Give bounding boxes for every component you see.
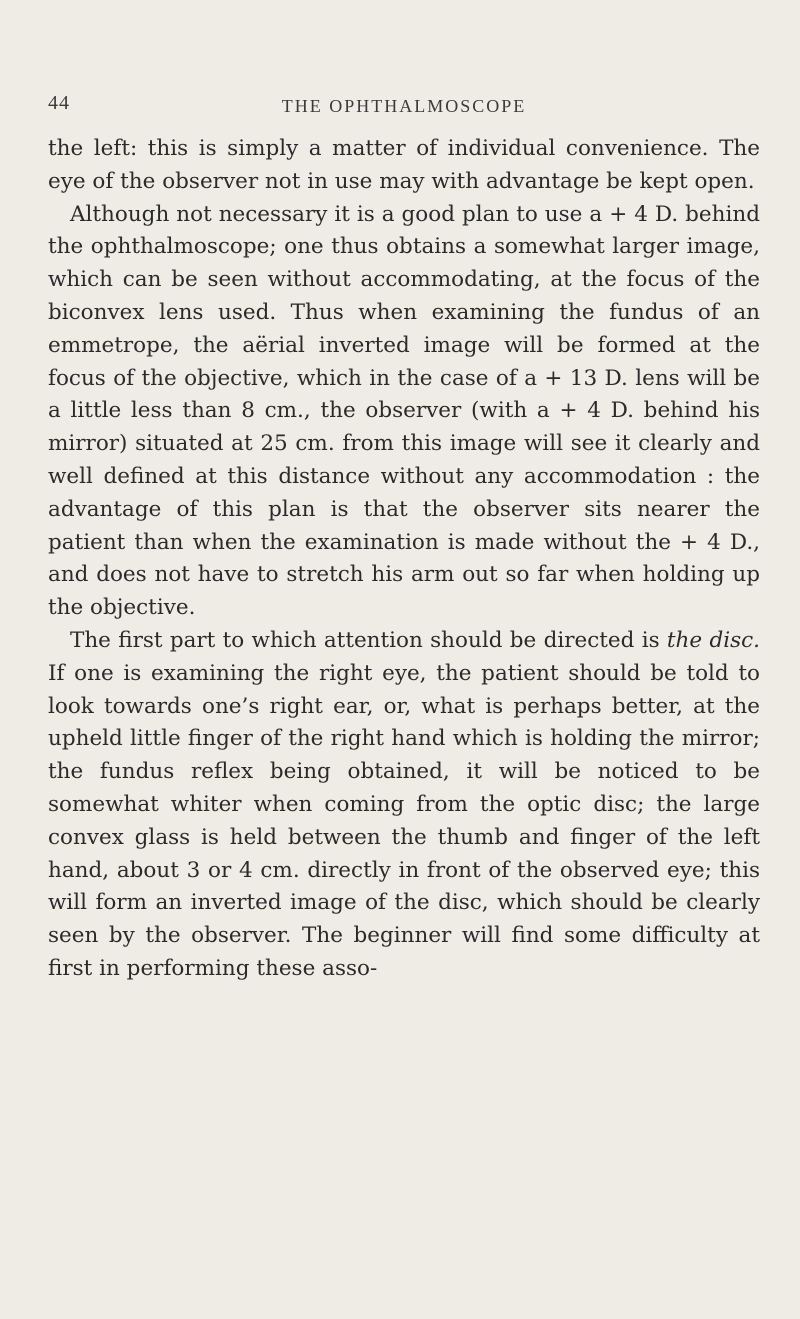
- body-text: [48, 133, 760, 986]
- running-head: [48, 92, 760, 122]
- paragraph-3-text-after: If one is examining the right eye, the patient should be told to look towards one’s right ear, or, what is perhaps better, at the upheld little finger of the right hand which is holding the mirror; the fundus reflex being obtained, it will be noticed to be somewhat whiter when coming from the optic disc; the large convex glass is held between the thumb and finger of the left hand, about 3 or 4 cm. directly in front of the observed eye; this will form an inverted image of the disc, which should be clearly seen by the observer. The beginner will find some difficulty at first in performing these asso-: [48, 660, 760, 981]
- paragraph-3: [48, 625, 760, 986]
- emphasis-the-disc: the disc.: [666, 627, 760, 653]
- running-title: THE OPHTHALMOSCOPE: [281, 96, 527, 116]
- paragraph-1: the left: this is simply a matter of individual convenience. The eye of the observer not in use may with advantage be kept open.: [48, 136, 760, 194]
- paragraph-2: Although not necessary it is a good plan to use a + 4 D. behind the ophthalmoscope; one thus obtains a somewhat larger image, which can be seen without accommodating, at the focus of the biconvex lens used. Thus when examining the fundus of an emmetrope, the aërial inverted image will be formed at the focus of the objective, which in the case of a + 13 D. lens will be a little less than 8 cm., the observer (with a + 4 D. behind his mirror) situated at 25 cm. from this image will see it clearly and well defined at this distance without any accommodation : the advantage of this plan is that the observer sits nearer the patient than when the examination is made without the + 4 D., and does not have to stretch his arm out so far when holding up the objective.: [48, 201, 760, 621]
- page-number: 44: [48, 92, 70, 114]
- paragraph-3-text-before: The first part to which attention should be directed is: [70, 627, 667, 653]
